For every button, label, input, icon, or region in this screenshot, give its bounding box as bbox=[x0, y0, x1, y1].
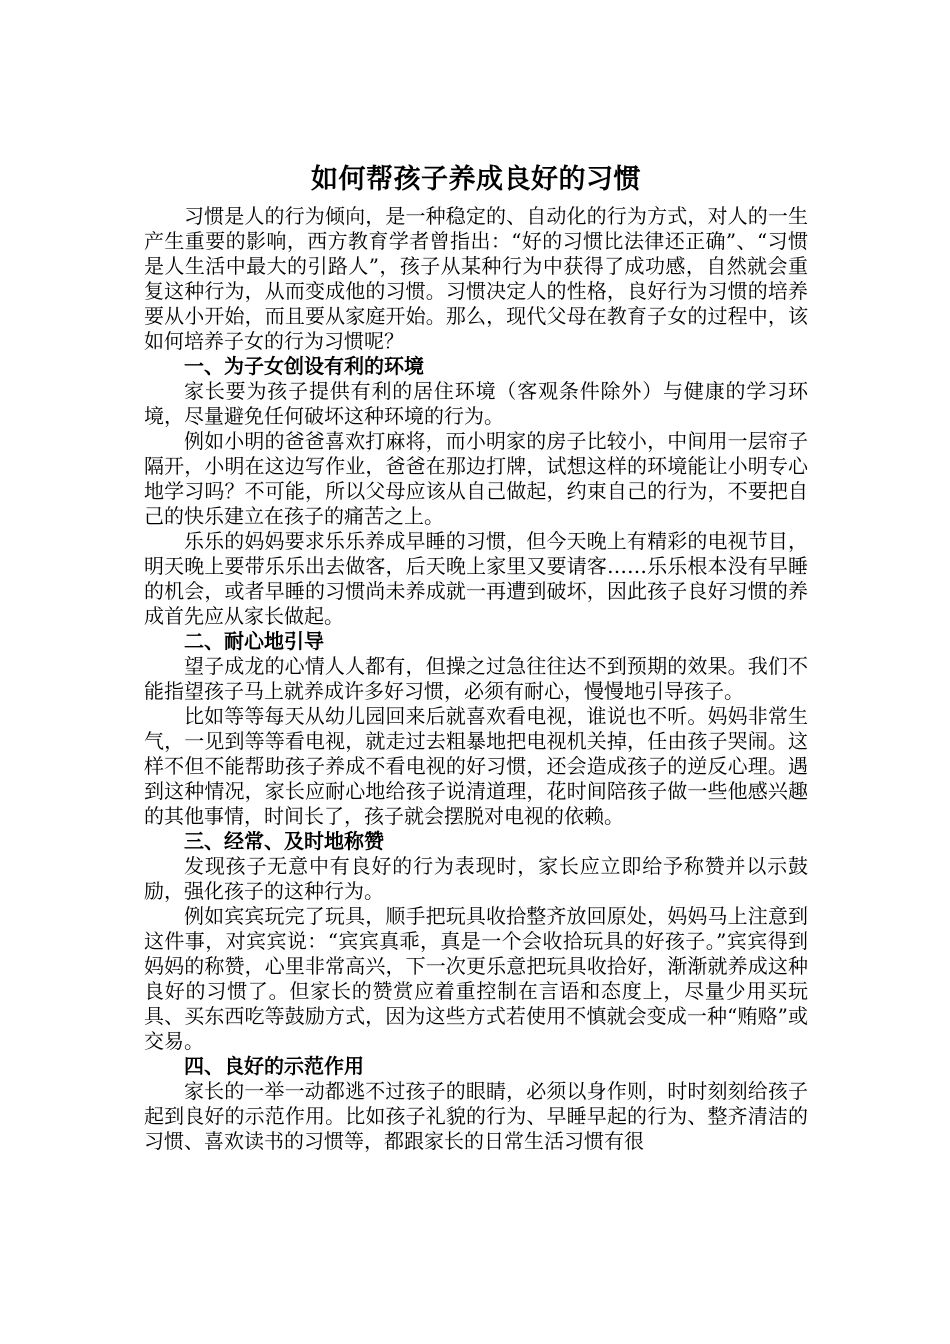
paragraph: 家长的一举一动都逃不过孩子的眼睛，必须以身作则，时时刻刻给孩子起到良好的示范作用。比如孩子礼貌的行为、早睡早起的行为、整齐清洁的习惯、喜欢读书的习惯等，都跟家长的日常生活习惯有很 bbox=[144, 1079, 808, 1153]
document-page bbox=[144, 156, 808, 1154]
document-title: 如何帮孩子养成良好的习惯 bbox=[311, 164, 641, 195]
paragraph: 例如宾宾玩完了玩具，顺手把玩具收拾整齐放回原处，妈妈马上注意到这件事，对宾宾说：“宾宾真乖，真是一个会收拾玩具的好孩子。”宾宾得到妈妈的称赞，心里非常高兴，下一次更乐意把玩具收拾好，渐渐就养成这种良好的习惯了。但家长的赞赏应着重控制在言语和态度上，尽量少用买玩具、买东西吃等鼓励方式，因为这些方式若使用不慎就会变成一种“贿赂”或交易。 bbox=[144, 904, 808, 1053]
section-heading-2: 二、耐心地引导 bbox=[184, 629, 324, 653]
paragraph: 发现孩子无意中有良好的行为表现时，家长应立即给予称赞并以示鼓励，强化孩子的这种行为。 bbox=[144, 854, 808, 903]
section-heading-4: 四、良好的示范作用 bbox=[184, 1054, 364, 1078]
paragraph-intro: 习惯是人的行为倾向，是一种稳定的、自动化的行为方式，对人的一生产生重要的影响，西方教育学者曾指出：“好的习惯比法律还正确”、“习惯是人生活中最大的引路人”，孩子从某种行为中获得了成功感，自然就会重复这种行为，从而变成他的习惯。习惯决定人的性格，良好行为习惯的培养要从小开始，而且要从家庭开始。那么，现代父母在教育子女的过程中，该如何培养子女的行为习惯呢？ bbox=[144, 204, 808, 353]
section-heading-1: 一、为子女创设有利的环境 bbox=[184, 354, 424, 378]
paragraph: 乐乐的妈妈要求乐乐养成早睡的习惯，但今天晚上有精彩的电视节目，明天晚上要带乐乐出去做客，后天晚上家里又要请客……乐乐根本没有早睡的机会，或者早睡的习惯尚未养成就一再遭到破坏，因此孩子良好习惯的养成首先应从家长做起。 bbox=[144, 529, 808, 628]
document-body bbox=[144, 204, 808, 1154]
paragraph: 望子成龙的心情人人都有，但操之过急往往达不到预期的效果。我们不能指望孩子马上就养成许多好习惯，必须有耐心，慢慢地引导孩子。 bbox=[144, 654, 808, 703]
paragraph: 例如小明的爸爸喜欢打麻将，而小明家的房子比较小，中间用一层帘子隔开，小明在这边写作业，爸爸在那边打牌，试想这样的环境能让小明专心地学习吗？不可能，所以父母应该从自己做起，约束自己的行为，不要把自己的快乐建立在孩子的痛苦之上。 bbox=[144, 429, 808, 528]
paragraph: 比如等等每天从幼儿园回来后就喜欢看电视，谁说也不听。妈妈非常生气，一见到等等看电视，就走过去粗暴地把电视机关掉，任由孩子哭闹。这样不但不能帮助孩子养成不看电视的好习惯，还会造成孩子的逆反心理。遇到这种情况，家长应耐心地给孩子说清道理，花时间陪孩子做一些他感兴趣的其他事情，时间长了，孩子就会摆脱对电视的依赖。 bbox=[144, 704, 808, 828]
section-heading-3: 三、经常、及时地称赞 bbox=[184, 829, 384, 853]
paragraph: 家长要为孩子提供有利的居住环境（客观条件除外）与健康的学习环境，尽量避免任何破坏这种环境的行为。 bbox=[144, 379, 808, 428]
